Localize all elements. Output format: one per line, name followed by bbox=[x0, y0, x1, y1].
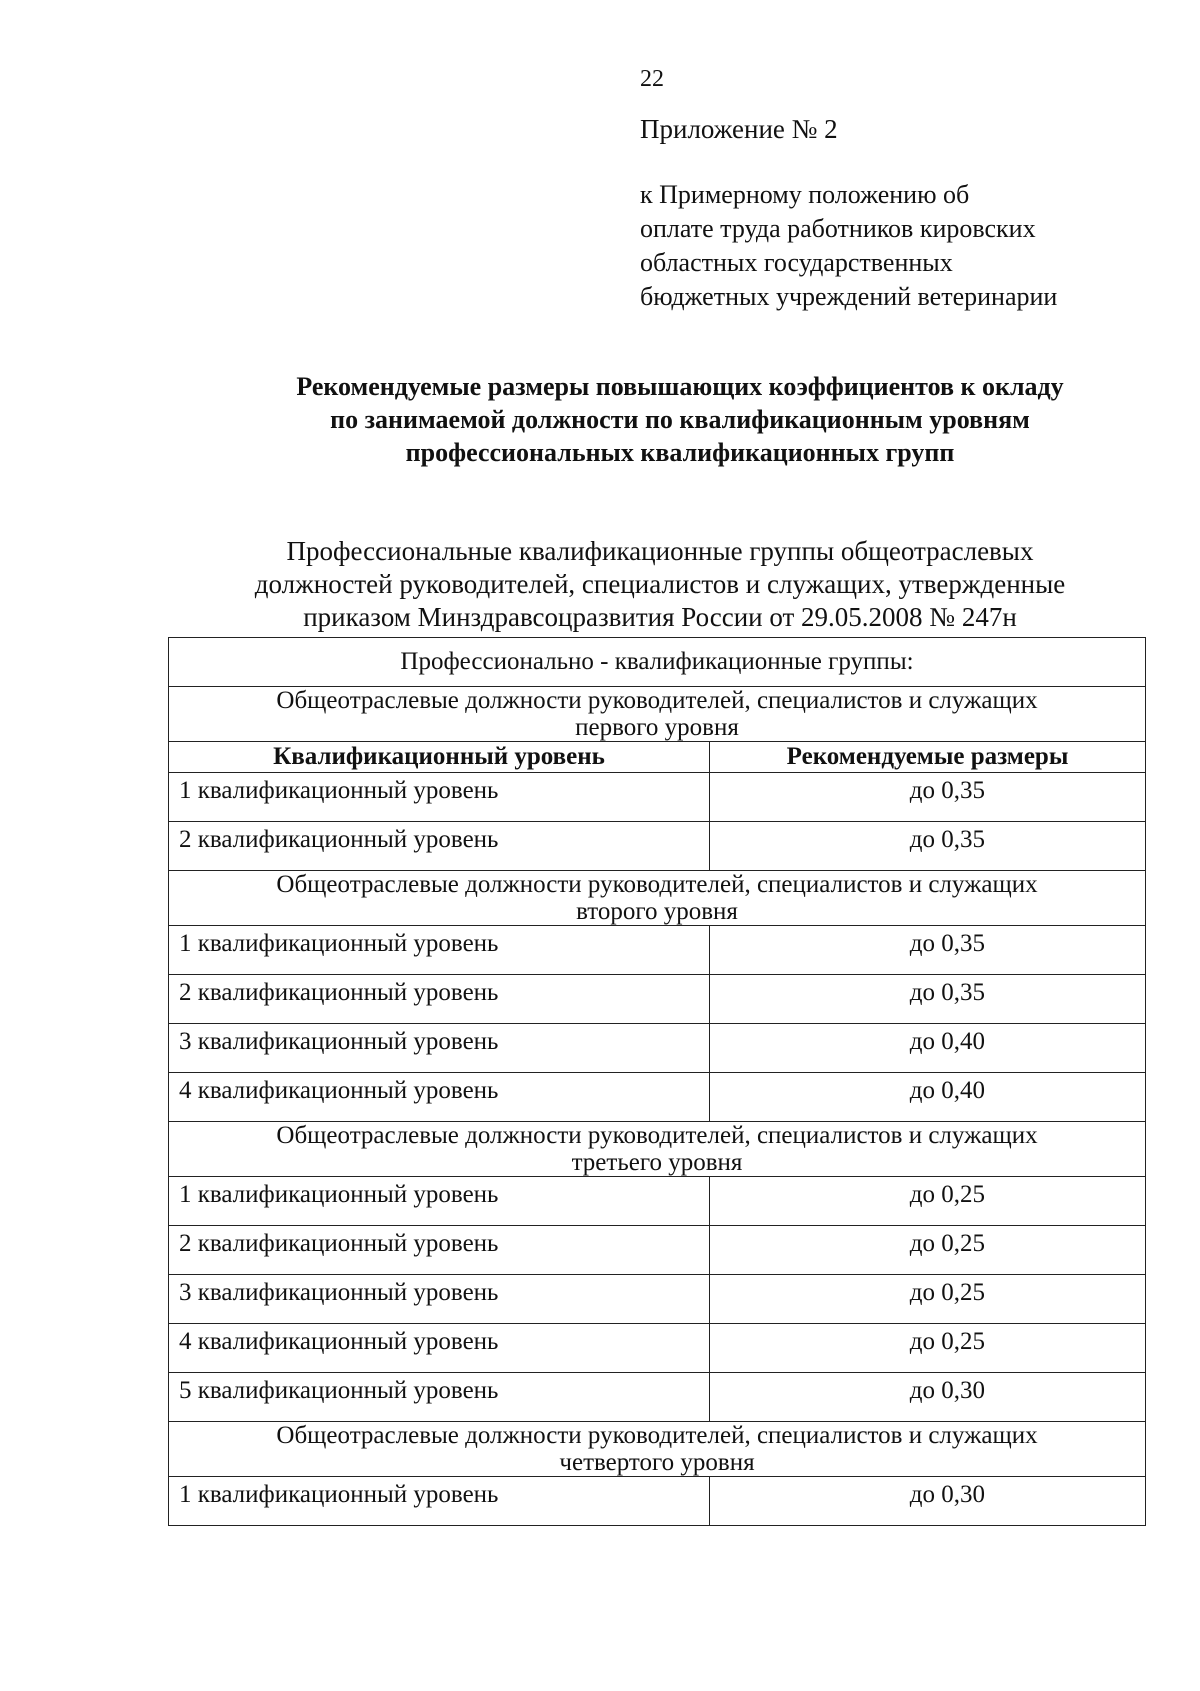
column-header-row bbox=[169, 742, 1146, 773]
level-cell: 5 квалификационный уровень bbox=[169, 1373, 710, 1422]
value-cell: до 0,35 bbox=[710, 822, 1146, 871]
reference-line: оплате труда работников кировских bbox=[640, 214, 1036, 243]
group-title bbox=[169, 1422, 1146, 1477]
group-row bbox=[169, 1422, 1146, 1477]
appendix-label: Приложение № 2 bbox=[640, 114, 838, 144]
group-title-line: Общеотраслевые должности руководителей, специалистов и служащих bbox=[276, 1122, 1038, 1149]
title-line: Рекомендуемые размеры повышающих коэффициентов к окладу bbox=[296, 372, 1064, 401]
group-row bbox=[169, 871, 1146, 926]
table-row bbox=[169, 1226, 1146, 1275]
level-cell: 1 квалификационный уровень bbox=[169, 926, 710, 975]
level-cell: 3 квалификационный уровень bbox=[169, 1275, 710, 1324]
value-cell: до 0,35 bbox=[710, 975, 1146, 1024]
group-title-line: первого уровня bbox=[575, 714, 739, 741]
level-cell: 1 квалификационный уровень bbox=[169, 1177, 710, 1226]
column-header-level: Квалификационный уровень bbox=[169, 742, 710, 773]
table-row bbox=[169, 1177, 1146, 1226]
subtitle-line: Профессиональные квалификационные группы общеотраслевых bbox=[286, 536, 1034, 566]
table-row bbox=[169, 975, 1146, 1024]
table-header-row bbox=[169, 638, 1146, 687]
coefficients-table bbox=[168, 637, 1146, 1526]
level-cell: 4 квалификационный уровень bbox=[169, 1073, 710, 1122]
level-cell: 2 квалификационный уровень bbox=[169, 822, 710, 871]
level-cell: 2 квалификационный уровень bbox=[169, 1226, 710, 1275]
value-cell: до 0,30 bbox=[710, 1373, 1146, 1422]
value-cell: до 0,35 bbox=[710, 926, 1146, 975]
value-cell: до 0,25 bbox=[710, 1226, 1146, 1275]
table-row bbox=[169, 926, 1146, 975]
reference-line: бюджетных учреждений ветеринарии bbox=[640, 282, 1058, 311]
level-cell: 3 квалификационный уровень bbox=[169, 1024, 710, 1073]
level-cell: 1 квалификационный уровень bbox=[169, 773, 710, 822]
group-row bbox=[169, 687, 1146, 742]
reference-line: к Примерному положению об bbox=[640, 180, 970, 209]
table-row bbox=[169, 1477, 1146, 1526]
table-row bbox=[169, 1324, 1146, 1373]
subtitle-line: должностей руководителей, специалистов и служащих, утвержденные bbox=[254, 569, 1066, 599]
level-cell: 1 квалификационный уровень bbox=[169, 1477, 710, 1526]
group-row bbox=[169, 1122, 1146, 1177]
document-title bbox=[230, 370, 1130, 469]
table-row bbox=[169, 1024, 1146, 1073]
group-title-line: Общеотраслевые должности руководителей, специалистов и служащих bbox=[276, 687, 1038, 714]
page-number: 22 bbox=[640, 66, 664, 92]
table-row bbox=[169, 822, 1146, 871]
group-title bbox=[169, 871, 1146, 926]
title-line: по занимаемой должности по квалификационным уровням bbox=[330, 405, 1030, 434]
value-cell: до 0,25 bbox=[710, 1324, 1146, 1373]
table-row bbox=[169, 1275, 1146, 1324]
value-cell: до 0,25 bbox=[710, 1177, 1146, 1226]
group-title-line: Общеотраслевые должности руководителей, специалистов и служащих bbox=[276, 871, 1038, 898]
reference-block bbox=[640, 178, 1057, 314]
table-row bbox=[169, 1373, 1146, 1422]
subtitle-line: приказом Минздравсоцразвития России от 29.05.2008 № 247н bbox=[303, 602, 1017, 632]
group-title bbox=[169, 1122, 1146, 1177]
table-body bbox=[169, 638, 1146, 1526]
table-row bbox=[169, 1073, 1146, 1122]
group-title bbox=[169, 687, 1146, 742]
table-row bbox=[169, 773, 1146, 822]
value-cell: до 0,40 bbox=[710, 1073, 1146, 1122]
group-title-line: третьего уровня bbox=[571, 1149, 743, 1176]
group-title-line: второго уровня bbox=[576, 898, 738, 925]
level-cell: 2 квалификационный уровень bbox=[169, 975, 710, 1024]
level-cell: 4 квалификационный уровень bbox=[169, 1324, 710, 1373]
group-title-line: Общеотраслевые должности руководителей, специалистов и служащих bbox=[276, 1422, 1038, 1449]
document-subtitle bbox=[180, 535, 1140, 634]
reference-line: областных государственных bbox=[640, 248, 953, 277]
value-cell: до 0,30 bbox=[710, 1477, 1146, 1526]
value-cell: до 0,35 bbox=[710, 773, 1146, 822]
column-header-value: Рекомендуемые размеры bbox=[710, 742, 1146, 773]
value-cell: до 0,25 bbox=[710, 1275, 1146, 1324]
table-header: Профессионально - квалификационные группы: bbox=[169, 638, 1146, 687]
value-cell: до 0,40 bbox=[710, 1024, 1146, 1073]
group-title-line: четвертого уровня bbox=[559, 1449, 755, 1476]
title-line: профессиональных квалификационных групп bbox=[405, 438, 955, 467]
